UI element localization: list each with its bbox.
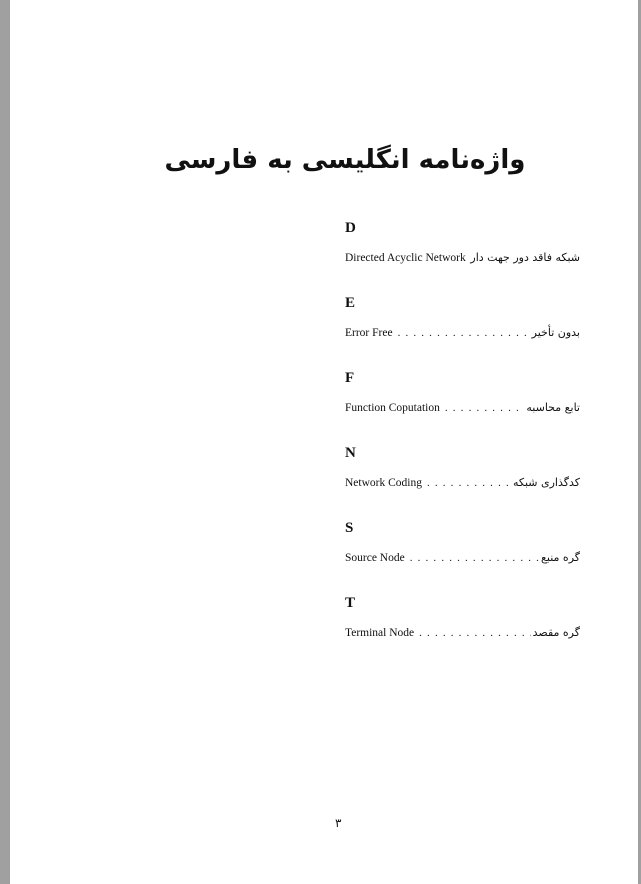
glossary-entry [345, 250, 580, 266]
section-letter: S [345, 520, 354, 536]
entry-persian-term: کدگذاری شبکه [512, 476, 580, 489]
entry-persian-term: بدون تأخیر [531, 326, 580, 339]
glossary-section-e [345, 289, 580, 364]
page-title: واژه‌نامه انگلیسی به فارسی [164, 145, 526, 175]
entry-persian-term: گره مقصد [532, 626, 580, 639]
section-letter: F [345, 370, 355, 386]
section-letter: D [345, 220, 356, 236]
glossary-section-d [345, 214, 580, 289]
document-page [10, 0, 638, 884]
entry-english-term: Function Coputation [345, 402, 440, 414]
entry-persian-term: تابع محاسبه [526, 401, 580, 414]
glossary-section-s [345, 514, 580, 589]
entry-persian-term: شبکه فاقد دور جهت دار [470, 251, 580, 264]
entry-english-term: Error Free [345, 327, 393, 339]
glossary-entry [345, 625, 580, 641]
dot-leader [445, 400, 525, 416]
section-letter: E [345, 295, 356, 311]
section-letter: T [345, 595, 356, 611]
glossary-list [345, 214, 580, 664]
dot-leader [410, 550, 539, 566]
glossary-section-t [345, 589, 580, 664]
entry-english-term: Terminal Node [345, 627, 415, 639]
glossary-entry [345, 325, 580, 341]
glossary-section-n [345, 439, 580, 514]
entry-english-term: Network Coding [345, 477, 422, 489]
section-letter: N [345, 445, 356, 461]
dot-leader [427, 475, 511, 491]
dot-leader [398, 325, 530, 341]
glossary-entry [345, 400, 580, 416]
entry-persian-term: گره منبع [541, 551, 580, 564]
entry-english-term: Source Node [345, 552, 405, 564]
dot-leader [419, 625, 531, 641]
glossary-section-f [345, 364, 580, 439]
glossary-entry [345, 475, 580, 491]
glossary-entry [345, 550, 580, 566]
entry-english-term: Directed Acyclic Network [345, 252, 466, 264]
page-number: ۳ [335, 816, 342, 830]
